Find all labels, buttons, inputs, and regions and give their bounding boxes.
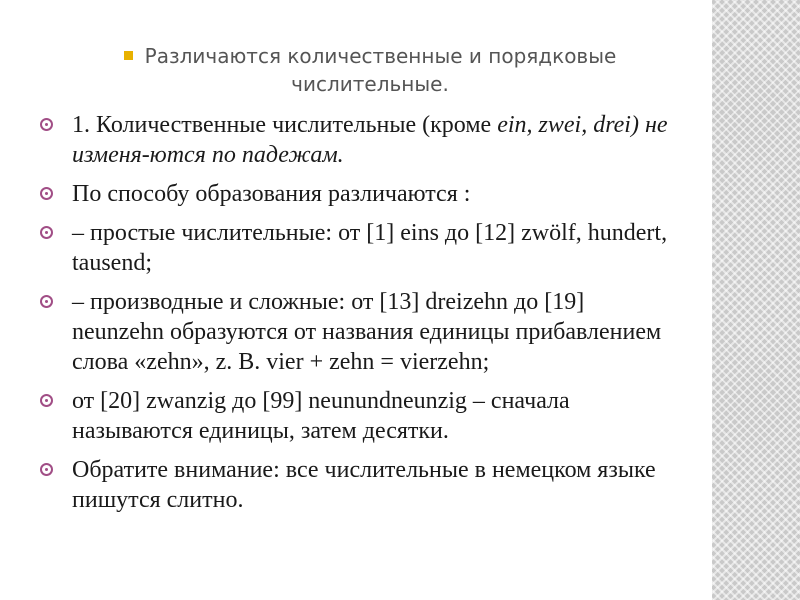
title-line-1: Различаются количественные и порядковые (110, 42, 630, 70)
circle-bullet-icon (40, 463, 53, 476)
circle-bullet-icon (40, 394, 53, 407)
bullet-list (40, 110, 670, 524)
title-line-2: числительные. (291, 72, 449, 96)
decorative-side-band (712, 0, 800, 600)
list-item: По способу образования различаются : (40, 179, 670, 209)
list-item: – простые числительные: от [1] eins до [12] zwölf, hundert, tausend; (40, 218, 670, 278)
circle-bullet-icon (40, 226, 53, 239)
circle-bullet-icon (40, 187, 53, 200)
slide-title (110, 42, 630, 98)
circle-bullet-icon (40, 118, 53, 131)
list-item: – производные и сложные: от [13] dreizehn до [19] neunzehn образуются от названия единицы прибавлением слова «zehn», z. B. vier + zehn = vierzehn; (40, 287, 670, 377)
list-item: 1. Количественные числительные (кроме ein, zwei, drei) не изменя-ются по падежам. (40, 110, 670, 170)
list-item: от [20] zwanzig до [99] neunundneunzig – сначала называются единицы, затем десятки. (40, 386, 670, 446)
circle-bullet-icon (40, 295, 53, 308)
list-item: Обратите внимание: все числительные в немецком языке пишутся слитно. (40, 455, 670, 515)
square-bullet-icon (124, 51, 133, 60)
